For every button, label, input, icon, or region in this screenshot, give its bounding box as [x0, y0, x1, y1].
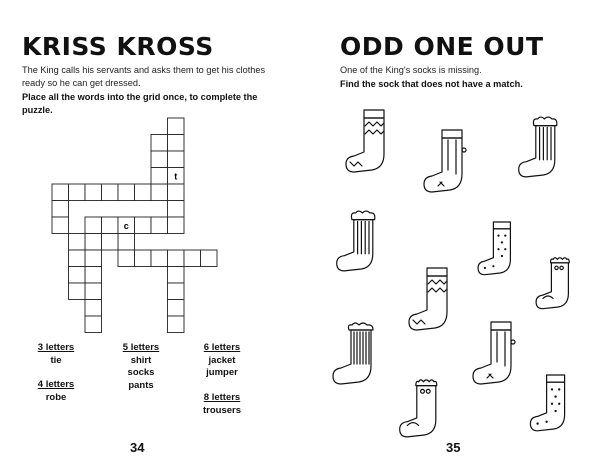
grid-cell[interactable]	[168, 250, 185, 267]
grid-cell[interactable]	[168, 217, 185, 234]
kriss-kross-intro: The King calls his servants and asks them to get his clothes ready so he can get dressed.	[22, 65, 266, 88]
frilled-cuff-sock[interactable]	[400, 380, 437, 437]
grid-cell[interactable]	[52, 201, 69, 218]
zigzag-sock[interactable]	[346, 110, 384, 172]
grid-cell[interactable]	[85, 300, 102, 317]
grid-cell[interactable]	[52, 217, 69, 234]
dotted-sock[interactable]	[530, 375, 564, 431]
grid-cell[interactable]	[201, 250, 218, 267]
grid-cell[interactable]	[135, 217, 152, 234]
word-group-8-letters	[196, 392, 248, 417]
word-group-header: 5 letters	[122, 342, 160, 353]
odd-one-out-instruction: Find the sock that does not have a match.	[340, 79, 523, 89]
grid-cell[interactable]	[168, 118, 185, 135]
grid-cell[interactable]	[85, 217, 102, 234]
grid-cell[interactable]	[135, 250, 152, 267]
grid-cell[interactable]	[85, 234, 102, 251]
fluffy-cuff-sock[interactable]	[519, 117, 557, 177]
grid-cell[interactable]	[69, 250, 86, 267]
frilled-cuff-sock[interactable]	[536, 258, 569, 309]
plain-sock[interactable]	[473, 322, 515, 384]
grid-cell[interactable]	[168, 201, 185, 218]
word-group-header: 6 letters	[203, 342, 241, 353]
grid-cell[interactable]	[69, 283, 86, 300]
word-jacket: jacket	[208, 354, 236, 366]
grid-cell[interactable]	[118, 184, 135, 201]
word-trousers: trousers	[202, 404, 241, 416]
grid-cell[interactable]	[151, 135, 168, 152]
word-group-5-letters	[116, 342, 166, 392]
grid-cell[interactable]	[168, 135, 185, 152]
word-robe: robe	[45, 391, 67, 403]
grid-cell[interactable]	[168, 283, 185, 300]
grid-letter-t: t	[174, 171, 178, 182]
grid-cell[interactable]	[151, 250, 168, 267]
grid-letter-c: c	[123, 221, 129, 231]
grid-cell[interactable]	[168, 184, 185, 201]
grid-cell[interactable]	[102, 234, 119, 251]
page-number-left: 34	[130, 440, 145, 455]
kriss-kross-instruction: Place all the words into the grid once, to complete the puzzle.	[22, 92, 258, 115]
grid-cell[interactable]	[69, 267, 86, 284]
fluffy-cuff-sock[interactable]	[337, 211, 375, 271]
word-shirt: shirt	[130, 354, 152, 366]
word-group-header: 3 letters	[37, 342, 75, 353]
grid-cell[interactable]	[135, 184, 152, 201]
word-jumper: jumper	[206, 367, 238, 378]
word-pants: pants	[128, 379, 154, 391]
grid-cell[interactable]	[168, 267, 185, 284]
grid-cell[interactable]	[151, 217, 168, 234]
word-group-header: 4 letters	[37, 379, 75, 390]
grid-cell[interactable]	[151, 184, 168, 201]
word-socks: socks	[127, 367, 155, 378]
word-tie: tie	[50, 354, 62, 366]
grid-cell[interactable]	[85, 184, 102, 201]
page-number-right: 35	[446, 440, 461, 455]
grid-cell[interactable]	[168, 151, 185, 168]
grid-cell[interactable]	[85, 250, 102, 267]
grid-cell[interactable]	[168, 300, 185, 317]
grid-cell[interactable]	[118, 250, 135, 267]
grid-cell[interactable]	[168, 316, 185, 333]
zigzag-sock[interactable]	[409, 268, 447, 330]
word-group-header: 8 letters	[203, 392, 241, 403]
word-group-4-letters	[34, 379, 78, 404]
crossword-grid	[0, 0, 300, 340]
grid-cell[interactable]	[151, 168, 168, 185]
odd-one-out-title: ODD ONE OUT	[340, 32, 544, 61]
grid-cells	[52, 118, 217, 333]
grid-cell[interactable]	[52, 184, 69, 201]
word-group-6-letters	[196, 342, 248, 380]
plain-sock[interactable]	[424, 130, 466, 192]
grid-cell[interactable]	[118, 234, 135, 251]
word-group-3-letters	[34, 342, 78, 367]
odd-one-out-intro: One of the King's socks is missing.	[340, 65, 482, 75]
grid-cell[interactable]	[85, 316, 102, 333]
grid-cell[interactable]	[151, 151, 168, 168]
dotted-sock[interactable]	[478, 222, 510, 275]
grid-cell[interactable]	[85, 267, 102, 284]
grid-cell[interactable]	[102, 184, 119, 201]
grid-cell[interactable]	[69, 184, 86, 201]
kriss-kross-title: KRISS KROSS	[22, 32, 214, 61]
grid-cell[interactable]	[69, 234, 86, 251]
sock-illustrations	[300, 0, 600, 440]
ribbed-sock[interactable]	[333, 323, 373, 384]
grid-cell[interactable]	[102, 217, 119, 234]
right-page	[300, 0, 600, 467]
grid-cell[interactable]	[85, 283, 102, 300]
grid-cell[interactable]	[184, 250, 201, 267]
